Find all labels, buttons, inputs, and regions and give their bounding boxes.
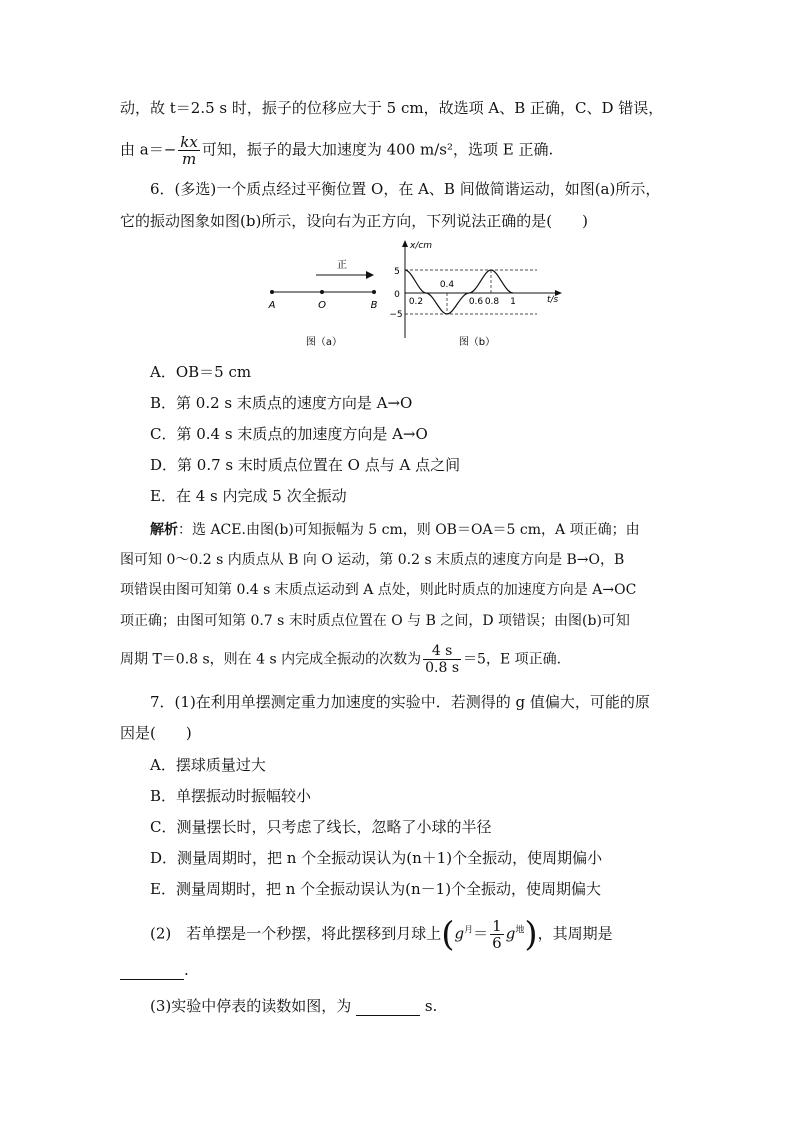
q7-option-b: B．单摆振动时振幅较小 <box>150 787 312 805</box>
equals: ＝ <box>473 924 489 943</box>
q7-option-a: A．摆球质量过大 <box>150 756 266 774</box>
answer-blank[interactable] <box>120 965 184 980</box>
denominator: 0.8 s <box>425 660 460 676</box>
q7-option-e: E．测量周期时，把 n 个全振动误认为(n－1)个全振动，使周期偏大 <box>150 880 602 898</box>
fraction <box>178 134 200 167</box>
question-7-line1: 7．(1)在利用单摆测定重力加速度的实验中．若测得的 g 值偏大，可能的原 <box>150 693 650 711</box>
numerator: 1 <box>492 917 502 935</box>
text-line-formula <box>120 134 553 167</box>
question-6-line1: 6．(多选)一个质点经过平衡位置 O，在 A、B 间做简谐运动，如图(a)所示， <box>150 180 661 198</box>
label-a: A <box>268 300 276 311</box>
text: 可知，振子的最大加速度为 400 m/s²，选项 E 正确. <box>201 140 554 159</box>
g-earth: g <box>505 924 516 943</box>
figure-a-caption: 图（a） <box>305 337 343 348</box>
text: . <box>184 961 189 979</box>
q7-option-c: C．测量摆长时，只考虑了线长，忽略了小球的半径 <box>150 818 492 836</box>
numerator: 4 s <box>423 643 461 660</box>
text: ，其周期是 <box>537 924 613 943</box>
text: (2) 若单摆是一个秒摆，将此摆移到月球上 <box>150 924 442 943</box>
text-line: 动，故 t＝2.5 s 时，振子的位移应大于 5 cm，故选项 A、B 正确，C、D 错误， <box>120 99 664 117</box>
answer-blank[interactable] <box>356 1001 420 1016</box>
x-tick-04: 0.4 <box>439 280 455 290</box>
x-axis-label: t/s <box>547 295 559 305</box>
y-tick-5: 5 <box>394 267 400 277</box>
y-tick-neg5: −5 <box>389 310 403 320</box>
point-o <box>320 290 324 294</box>
point-b <box>372 290 376 294</box>
sup-earth: 地 <box>515 925 525 936</box>
solution-line3: 项错误由图可知第 0.4 s 末质点运动到 A 点处，则此时质点的加速度方向是 A→OC <box>120 582 637 598</box>
solution-line5 <box>120 643 561 676</box>
x-tick-06: 0.6 <box>468 297 484 307</box>
x-tick-08: 0.8 <box>484 297 500 307</box>
numerator: kx <box>180 133 198 151</box>
figure-a <box>258 250 398 350</box>
option-d: D．第 0.7 s 末时质点位置在 O 点与 A 点之间 <box>150 456 461 474</box>
g-moon: g <box>454 924 465 943</box>
paren-close: ) <box>524 914 538 955</box>
figure-b-caption: 图（b） <box>458 337 496 348</box>
figure-b <box>385 238 575 350</box>
text: ＝5，E 项正确. <box>463 651 562 668</box>
solution-line1 <box>150 520 640 540</box>
fraction <box>490 918 504 951</box>
option-c: C．第 0.4 s 末质点的加速度方向是 A→O <box>150 425 428 443</box>
label-o: O <box>318 300 326 311</box>
origin-label: 0 <box>394 290 400 300</box>
q7-option-d: D．测量周期时，把 n 个全振动误认为(n＋1)个全振动，使周期偏小 <box>150 849 603 867</box>
option-a: A．OB＝5 cm <box>150 363 252 381</box>
fraction <box>423 643 461 676</box>
option-e: E．在 4 s 内完成 5 次全振动 <box>150 487 347 505</box>
sine-curve <box>405 270 513 314</box>
question-7-line2: 因是( ) <box>120 724 192 742</box>
denominator: 6 <box>492 934 502 952</box>
solution-label: 解析 <box>150 522 178 538</box>
arrow-head-icon <box>366 271 374 279</box>
q7-part2 <box>150 914 613 955</box>
solution-line2: 图可知 0～0.2 s 内质点从 B 向 O 运动，第 0.2 s 末质点的速度方向是 B→O，B <box>120 552 625 568</box>
x-tick-02: 0.2 <box>408 297 424 307</box>
option-b: B．第 0.2 s 末质点的速度方向是 A→O <box>150 394 413 412</box>
x-tick-1: 1 <box>510 297 516 307</box>
solution-line4: 项正确；由图可知第 0.7 s 末时质点位置在 O 与 B 之间，D 项错误；由图(b)可知 <box>120 613 630 629</box>
text: s. <box>424 997 438 1015</box>
text: 由 a＝− <box>120 140 177 159</box>
label-b: B <box>370 300 378 311</box>
text: ：选 ACE.由图(b)可知振幅为 5 cm，则 OB＝OA＝5 cm，A 项正确；由 <box>178 522 640 538</box>
q7-part3 <box>150 996 437 1016</box>
text: (3)实验中停表的读数如图，为 <box>150 997 352 1015</box>
y-axis-label: x/cm <box>410 241 433 251</box>
question-6-line2: 它的振动图象如图(b)所示，设向右为正方向，下列说法正确的是( ) <box>120 212 589 230</box>
point-a <box>270 290 274 294</box>
denominator: m <box>181 150 197 168</box>
y-arrow-icon <box>402 240 408 247</box>
arrow-label: 正 <box>337 260 347 271</box>
sup-moon: 月 <box>464 925 474 936</box>
text: 周期 T＝0.8 s，则在 4 s 内完成全振动的次数为 <box>120 651 422 668</box>
q7-part2-blank-line <box>120 960 189 980</box>
paren-open: ( <box>441 914 455 955</box>
